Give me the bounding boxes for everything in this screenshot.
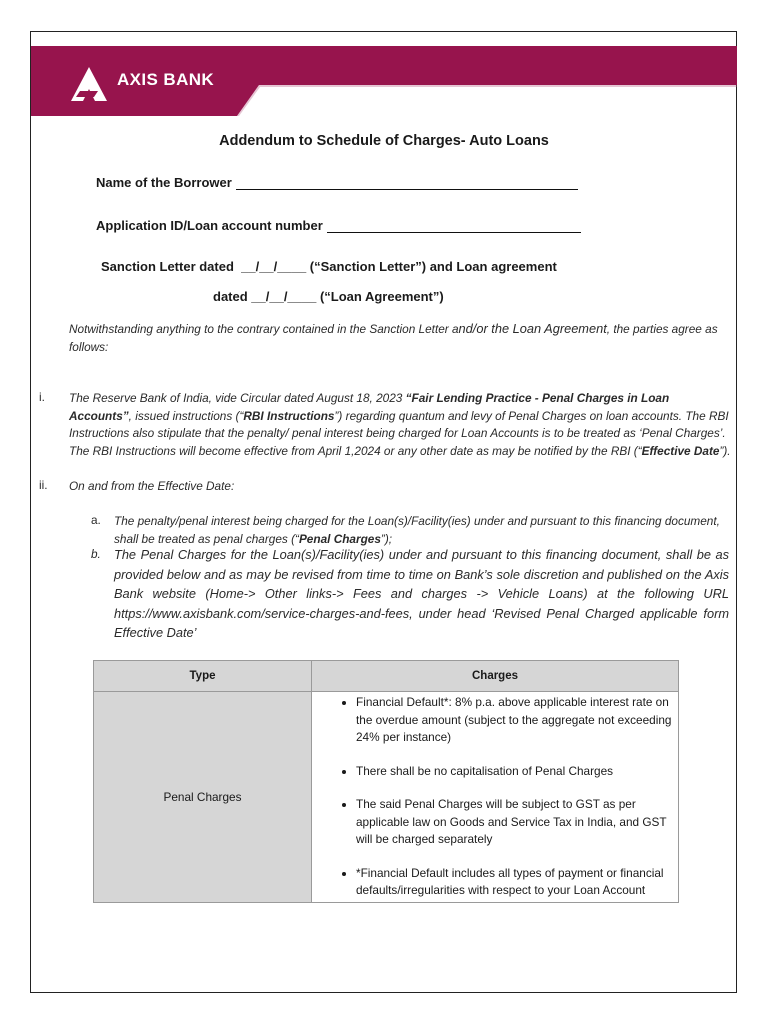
intro-paragraph: [69, 320, 729, 356]
penal-charges-table: [93, 660, 679, 903]
subitem-b-paragraph: The Penal Charges for the Loan(s)/Facility(ies) under and pursuant to this financing document, shall be as provided below and as may be revised from time to time on Bank’s sole discretion and published on the Axis Bank website (Home-> Other links-> Fees and charges -> Vehicle Loans) at the following URL https://www.axisbank.com/service-charges-and-fees, under head ‘Revised Penal Charged applicable form Effective Date’: [114, 547, 729, 640]
charges-header: Charges: [312, 661, 679, 692]
loan-agreement-line: dated __/__/____ (“Loan Agreement”): [213, 289, 444, 304]
item-i-text-4: ”).: [719, 443, 731, 458]
item-i-bold-2: RBI Instructions: [243, 408, 335, 423]
item-i-text-3: ”) regarding quantum and levy of Penal Charges on loan accounts. The RBI Instructions also stipulate that the penalty/ penal interest being charged for Loan Accounts is to be treated as ‘Penal Charges’. The RBI Instructions will become effective from April 1,2024 or any other date as may be notified by the RBI (“: [69, 408, 729, 458]
intro-text-2: nd/or the Loan Agreement: [458, 321, 607, 336]
table-header-row: [94, 661, 679, 692]
bank-name: AXIS BANK: [117, 70, 215, 89]
subitem-a-bold: Penal Charges: [298, 531, 381, 546]
charges-list: [312, 694, 678, 900]
type-cell: Penal Charges: [94, 692, 312, 903]
axis-logo-icon: [67, 66, 111, 104]
item-i-text-1: The Reserve Bank of India, vide Circular dated August 18, 2023: [69, 391, 406, 405]
item-i-bold-3: Effective Date: [641, 443, 720, 458]
axis-bank-logo: [67, 66, 214, 104]
subitem-number-a: a.: [91, 513, 101, 527]
item-i-paragraph: [69, 390, 731, 460]
application-id-field: [96, 218, 581, 233]
intro-text-3: , the parties agree as follows:: [69, 322, 718, 354]
application-id-label: Application ID/Loan account number: [96, 218, 323, 233]
charges-cell: [312, 692, 679, 903]
item-number-i: i.: [39, 390, 45, 404]
sanction-letter-line: Sanction Letter dated __/__/____ (“Sanction Letter”) and Loan agreement: [101, 259, 557, 274]
item-i-text-2: , issued instructions (“: [128, 408, 244, 423]
subitem-a-text-2: ”);: [380, 531, 393, 546]
list-item: • Financial Default*: 8% p.a. above applicable interest rate on the overdue amount (subject to the aggregate not exceeding 24% per instance): [356, 694, 672, 747]
list-item: • There shall be no capitalisation of Penal Charges: [356, 763, 672, 781]
borrower-name-field: [96, 175, 578, 190]
item-i-bold-1: “Fair Lending Practice - Penal Charges in Loan Accounts”: [69, 391, 670, 423]
header-banner: [31, 46, 737, 116]
list-item: • *Financial Default includes all types of payment or financial defaults/irregularities with respect to your Loan Account: [356, 865, 672, 900]
list-item: • The said Penal Charges will be subject to GST as per applicable law on Goods and Service Tax in India, and GST will be charged separately: [356, 796, 672, 849]
borrower-name-label: Name of the Borrower: [96, 175, 232, 190]
table-row: [94, 692, 679, 903]
subitem-number-b: b.: [91, 547, 101, 561]
item-number-ii: ii.: [39, 478, 48, 492]
application-id-blank[interactable]: [327, 231, 581, 233]
item-ii-text: On and from the Effective Date:: [69, 479, 235, 493]
subitem-a-text-1: The penalty/penal interest being charged for the Loan(s)/Facility(ies) under and pursuant to this financing document, shall be treated as penal charges (“: [114, 514, 720, 546]
intro-text-1: Notwithstanding anything to the contrary contained in the Sanction Letter a: [69, 322, 459, 336]
document-title: Addendum to Schedule of Charges- Auto Loans: [219, 133, 549, 149]
borrower-name-blank[interactable]: [236, 188, 578, 190]
subitem-a-paragraph: [114, 513, 729, 548]
document-page: [30, 31, 737, 993]
type-header: Type: [94, 661, 312, 692]
